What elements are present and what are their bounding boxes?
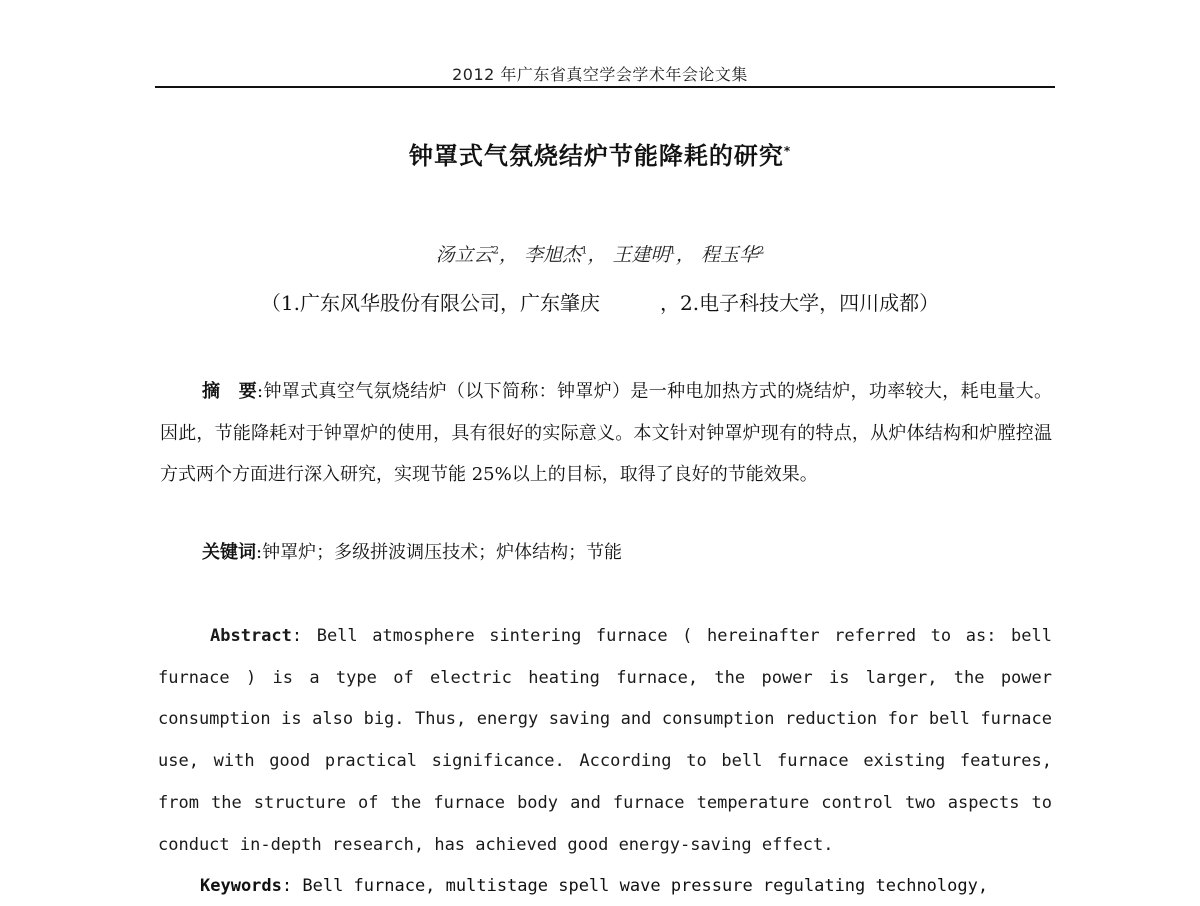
author-separator: ， — [675, 244, 695, 266]
author-affiliation-mark: 1 — [581, 245, 588, 257]
author-name: 汤立云 — [435, 244, 493, 266]
paper-title — [0, 136, 1200, 171]
author-affiliation-mark: 2 — [758, 245, 765, 257]
author-list — [0, 240, 1200, 267]
abstract-english-text: : Bell atmosphere sintering furnace ( hereinafter referred to as: bell furnace ) is a type of electric heating furnace, the power is larger, the power consumption is also big. Thus, energy saving and consumption reduction for bell furnace use, with good practical significance. According to bell furnace existing features, from the structure of the furnace body and furnace temperature control two aspects to conduct in-depth research, has achieved good energy-saving effect. — [158, 626, 1052, 855]
header-rule — [155, 86, 1055, 88]
keywords-chinese-label: 关键词 — [202, 542, 256, 563]
abstract-english-label: Abstract — [210, 626, 292, 646]
paper-title-text: 钟罩式气氛烧结炉节能降耗的研究 — [408, 142, 784, 170]
abstract-chinese-label: 摘 要 — [202, 381, 258, 402]
affiliations: （1.广东风华股份有限公司，广东肇庆 ，2.电子科技大学，四川成都） — [260, 291, 940, 315]
author-name: 王建明 — [612, 244, 670, 266]
author-separator: ， — [587, 244, 607, 266]
author-affiliation-mark: 2 — [492, 245, 500, 257]
author-name: 程玉华 — [700, 244, 758, 266]
author-separator: ， — [499, 244, 519, 266]
keywords-english-text: : Bell furnace, multistage spell wave pressure regulating technology, — [281, 876, 989, 896]
running-header: 2012 年广东省真空学会学术年会论文集 — [452, 65, 748, 84]
abstract-chinese — [160, 371, 1052, 496]
keywords-english — [200, 866, 1052, 906]
author-name: 李旭杰 — [524, 244, 582, 266]
abstract-english — [158, 616, 1052, 866]
author-affiliation-mark: 1 — [669, 245, 676, 257]
keywords-chinese — [202, 533, 1052, 573]
keywords-english-label: Keywords — [200, 876, 282, 896]
title-footnote-mark: * — [783, 144, 792, 158]
abstract-chinese-text: :钟罩式真空气氛烧结炉（以下简称：钟罩炉）是一种电加热方式的烧结炉，功率较大，耗电量大。因此，节能降耗对于钟罩炉的使用，具有很好的实际意义。本文针对钟罩炉现有的特点，从炉体结构和炉膛控温方式两个方面进行深入研究，实现节能 25%以上的目标，取得了良好的节能效果。 — [160, 381, 1053, 485]
keywords-chinese-text: :钟罩炉；多级拼波调压技术；炉体结构；节能 — [256, 542, 623, 563]
